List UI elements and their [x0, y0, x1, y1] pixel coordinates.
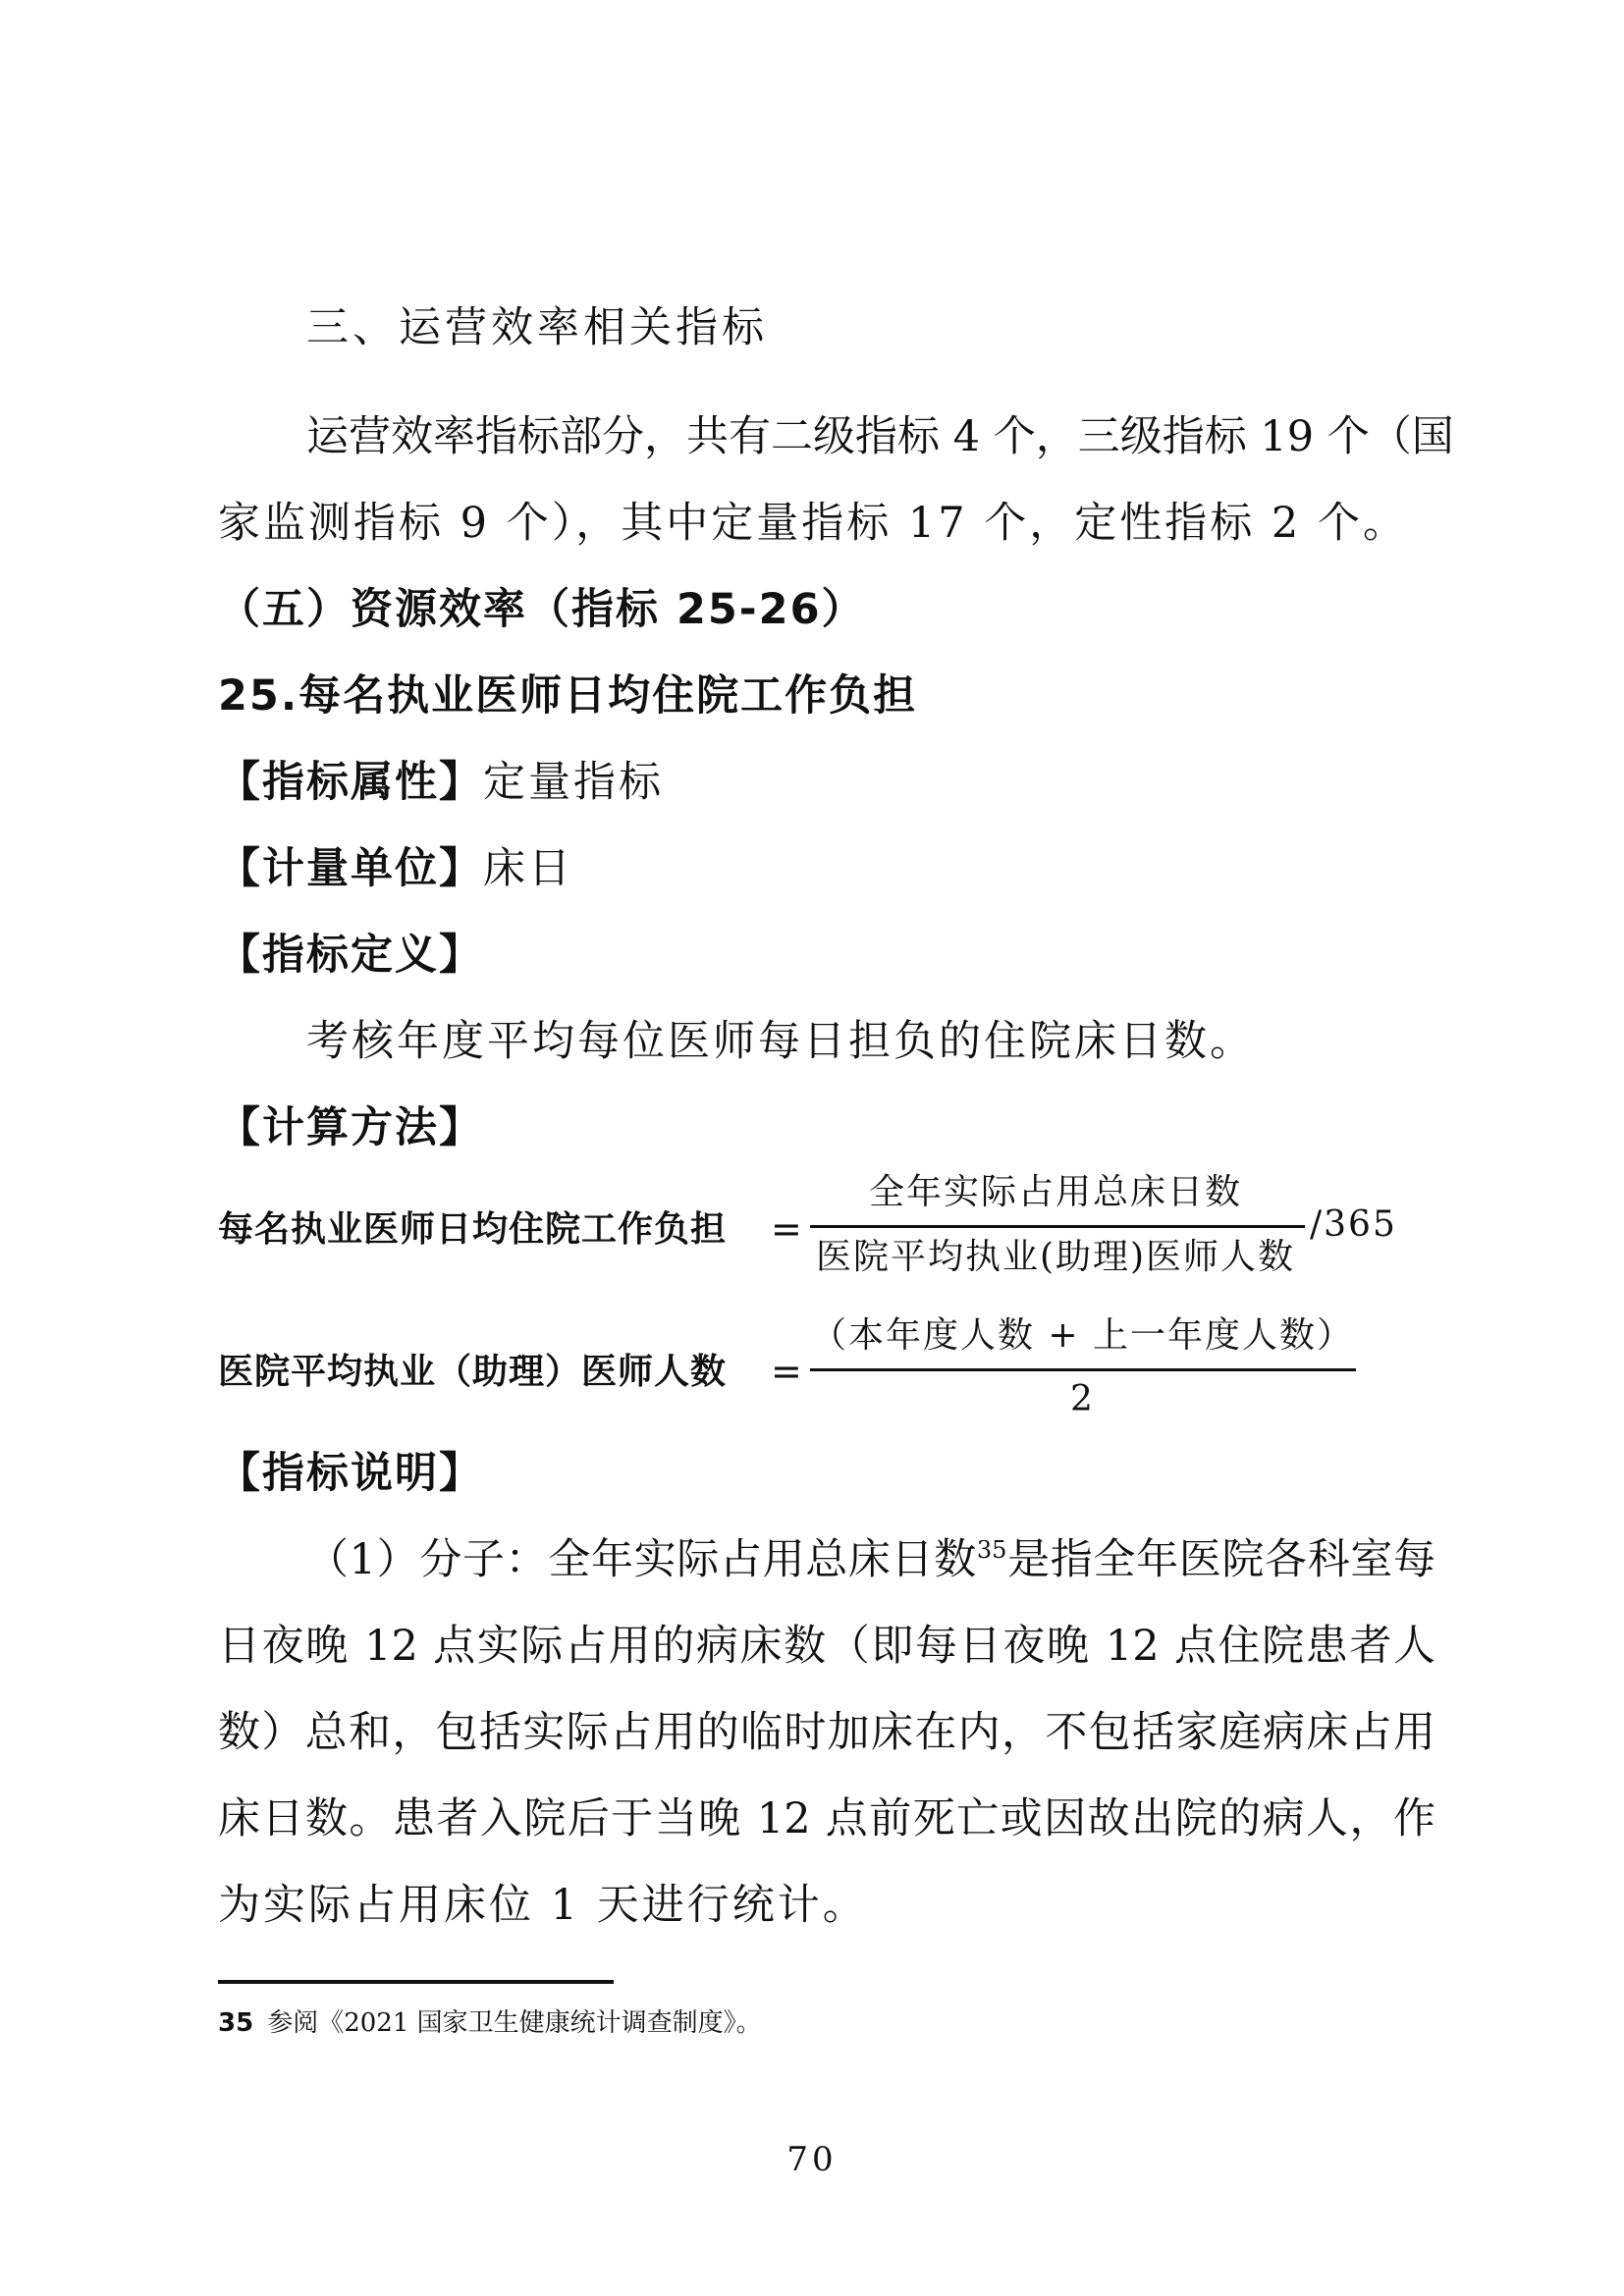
definition-text: 考核年度平均每位医师每日担负的住院床日数。 — [306, 1017, 1255, 1066]
subsection-heading: （五）资源效率（指标 25-26） — [218, 585, 866, 634]
notes-line-4: 床日数。患者入院后于当晚 12 点前死亡或因故出院的病人，作 — [218, 1794, 1435, 1843]
footnote-divider — [218, 1980, 614, 1984]
notes-line-2: 日夜晚 12 点实际占用的病床数（即每日夜晚 12 点住院患者人 — [218, 1622, 1435, 1671]
notes-label: 【指标说明】 — [218, 1449, 483, 1498]
definition-label: 【指标定义】 — [218, 931, 483, 980]
formula-1-suffix: /365 — [1310, 1204, 1397, 1245]
page-number: 70 — [786, 2140, 838, 2179]
notes-line-1-start: （1）分子：全年实际占用总床日数 — [306, 1535, 977, 1584]
formula-2-numerator: （本年度人数 + 上一年度人数） — [810, 1315, 1355, 1356]
formula-1-equals: = — [771, 1207, 802, 1251]
notes-line-3: 数）总和，包括实际占用的临时加床在内，不包括家庭病床占用 — [218, 1708, 1435, 1757]
method-label: 【计算方法】 — [218, 1103, 483, 1152]
formula-1-numerator: 全年实际占用总床日数 — [868, 1172, 1242, 1212]
attribute-label: 【指标属性】 — [218, 758, 483, 807]
unit-row — [218, 844, 573, 893]
section-heading: 三、运营效率相关指标 — [306, 303, 768, 352]
intro-line-1: 运营效率指标部分，共有二级指标 4 个，三级指标 19 个（国 — [306, 412, 1454, 461]
notes-line-1-end: 是指全年医院各科室每 — [1006, 1535, 1436, 1584]
formula-2-lhs: 医院平均执业（助理）医师人数 — [218, 1352, 728, 1392]
formula-2-equals: = — [771, 1350, 802, 1393]
attribute-row — [218, 758, 664, 807]
intro-line-2: 家监测指标 9 个），其中定量指标 17 个，定性指标 2 个。 — [218, 499, 1408, 548]
indicator-title: 25.每名执业医师日均住院工作负担 — [218, 671, 918, 721]
footnote — [218, 2010, 762, 2036]
notes-line-5: 为实际占用床位 1 天进行统计。 — [218, 1881, 868, 1930]
footnote-reference: 35 — [976, 1536, 1007, 1564]
footnote-text: 参阅《2021 国家卫生健康统计调查制度》。 — [267, 2008, 762, 2038]
formula-1-lhs: 每名执业医师日均住院工作负担 — [218, 1209, 728, 1250]
attribute-value: 定量指标 — [483, 758, 664, 807]
formula-1-fraction-bar — [810, 1225, 1305, 1228]
unit-value: 床日 — [483, 844, 573, 893]
footnote-number: 35 — [218, 2008, 254, 2038]
formula-1-denominator: 医院平均执业(助理)医师人数 — [815, 1237, 1296, 1277]
unit-label: 【计量单位】 — [218, 844, 483, 893]
formula-2-denominator: 2 — [1070, 1379, 1095, 1419]
notes-line-1 — [306, 1535, 1436, 1584]
formula-2-fraction-bar — [810, 1368, 1356, 1371]
